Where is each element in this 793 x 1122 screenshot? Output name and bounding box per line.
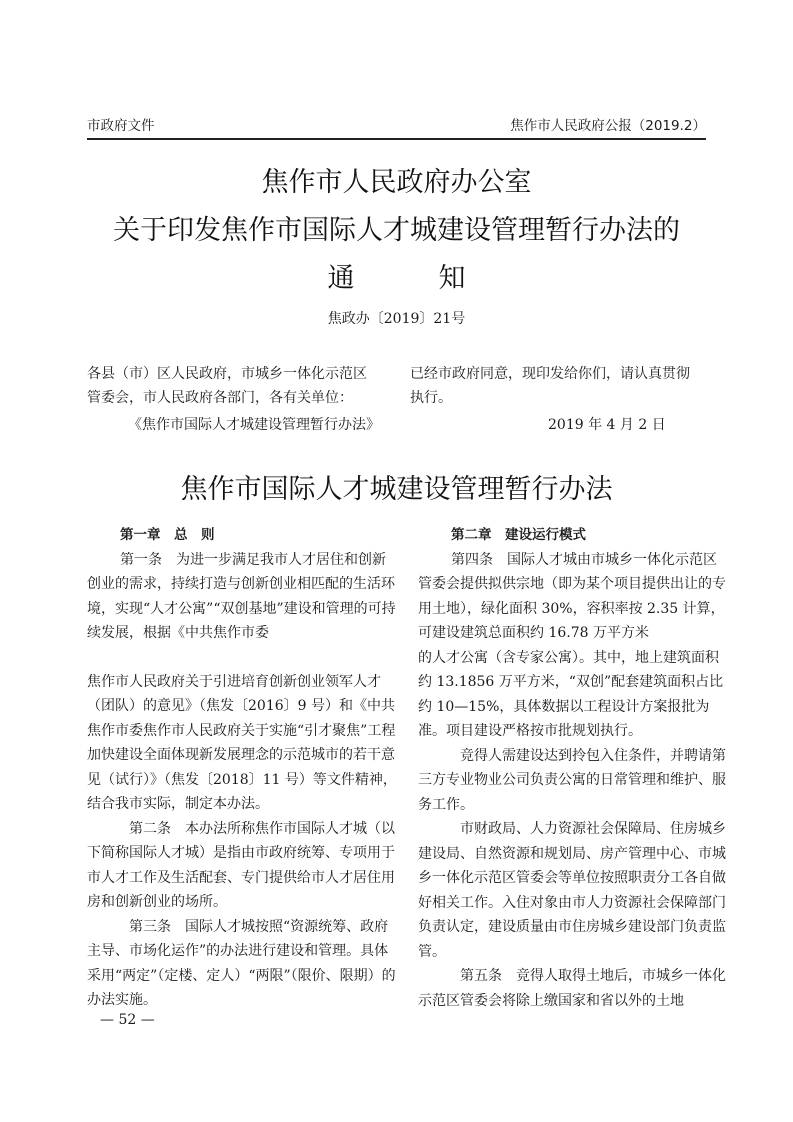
addressee-line-2: 管委会，市人民政府各部门，各有关单位： — [87, 390, 353, 406]
notice-body — [410, 362, 710, 410]
page-number: — 52 — — [100, 1012, 155, 1028]
article-paragraph: 第三条 国际人才城按照“资源统筹、政府主导、市场化运作”的办法进行建设和管理。具体采用“两定”（定楼、定人）“两限”（限价、限期）的办法实施。 — [87, 918, 396, 1008]
document-number: 焦政办〔2019〕21号 — [327, 311, 466, 327]
notice-date: 2019 年 4 月 2 日 — [548, 417, 666, 433]
article-paragraph: 第四条 国际人才城由市城乡一体化示范区管委会提供拟供宗地（即为某个项目提供出让的专用土地），绿化面积 30%，容积率按 2.35 计算，可建设建筑总面积约 16.78 万平方米 — [418, 551, 726, 641]
header-divider — [87, 138, 706, 140]
right-column — [418, 523, 728, 1013]
chapter-heading: 第二章 建设运行模式 — [451, 527, 586, 543]
article-paragraph: 竞得人需建设达到拎包入住条件，并聘请第三方专业物业公司负责公寓的日常管理和维护、服务工作。 — [418, 747, 726, 813]
article-paragraph: 第二条 本办法所称焦作市国际人才城（以下简称国际人才城）是指由市政府统筹、专项用于市人才工作及生活配套、专门提供给市人才居住用房和创新创业的场所。 — [87, 820, 395, 910]
chapter-heading: 第一章 总 则 — [120, 527, 215, 543]
regulation-title: 焦作市国际人才城建设管理暂行办法 — [180, 474, 613, 505]
header-publication-label: 焦作市人民政府公报（2019.2） — [510, 118, 706, 134]
running-header — [87, 110, 706, 134]
addressee-line-1: 各县（市）区人民政府，市城乡一体化示范区 — [87, 366, 367, 382]
header-section-label: 市政府文件 — [87, 118, 155, 134]
article-paragraph: 市财政局、人力资源社会保障局、住房城乡建设局、自然资源和规划局、房产管理中心、市城乡一体化示范区管委会等单位按照职责分工各自做好相关工作。入住对象由市人力资源社会保障部门负责认定，建设质量由市住房城乡建设部门负责监管。 — [418, 821, 726, 960]
left-column — [87, 523, 397, 1013]
article-paragraph: 第一条 为进一步满足我市人才居住和创新创业的需求，持续打造与创新创业相匹配的生活环境，实现“人才公寓”“双创基地”建设和管理的可持续发展，根据《中共焦作市委 — [87, 551, 396, 641]
notice-title-char-1: 通 — [327, 263, 355, 294]
notice-addressee — [87, 362, 397, 410]
article-paragraph: 第五条 竞得人取得土地后，市城乡一体化示范区管委会将除上缴国家和省以外的土地 — [418, 968, 726, 1009]
notice-title-line-2: 关于印发焦作市国际人才城建设管理暂行办法的 — [113, 215, 680, 246]
notice-body-line-2: 执行。 — [410, 390, 452, 406]
article-paragraph: 的人才公寓（含专家公寓）。其中，地上建筑面积约 13.1856 万平方米，“双创”配套建筑面积占比约 10—15%，具体数据以工程设计方案报批为准。项目建设严格按市批规划执行。 — [418, 649, 724, 739]
notice-title-line-3 — [0, 256, 793, 295]
notice-title-line-1: 焦作市人民政府办公室 — [261, 167, 532, 198]
notice-body-line-1: 已经市政府同意，现印发给你们，请认真贯彻 — [410, 366, 690, 382]
attachment-title: 《焦作市国际人才城建设管理暂行办法》 — [128, 417, 380, 433]
notice-title-char-2: 知 — [438, 263, 466, 294]
article-paragraph: 焦作市人民政府关于引进培育创新创业领军人才（团队）的意见》（焦发〔2016〕9 号）和《中共焦作市委焦作市人民政府关于实施“引才聚焦”工程加快建设全面体现新发展理念的示范城市的若干意见（试行）》（焦发〔2018〕11 号）等文件精神，结合我市实际，制定本办法。 — [87, 673, 397, 812]
